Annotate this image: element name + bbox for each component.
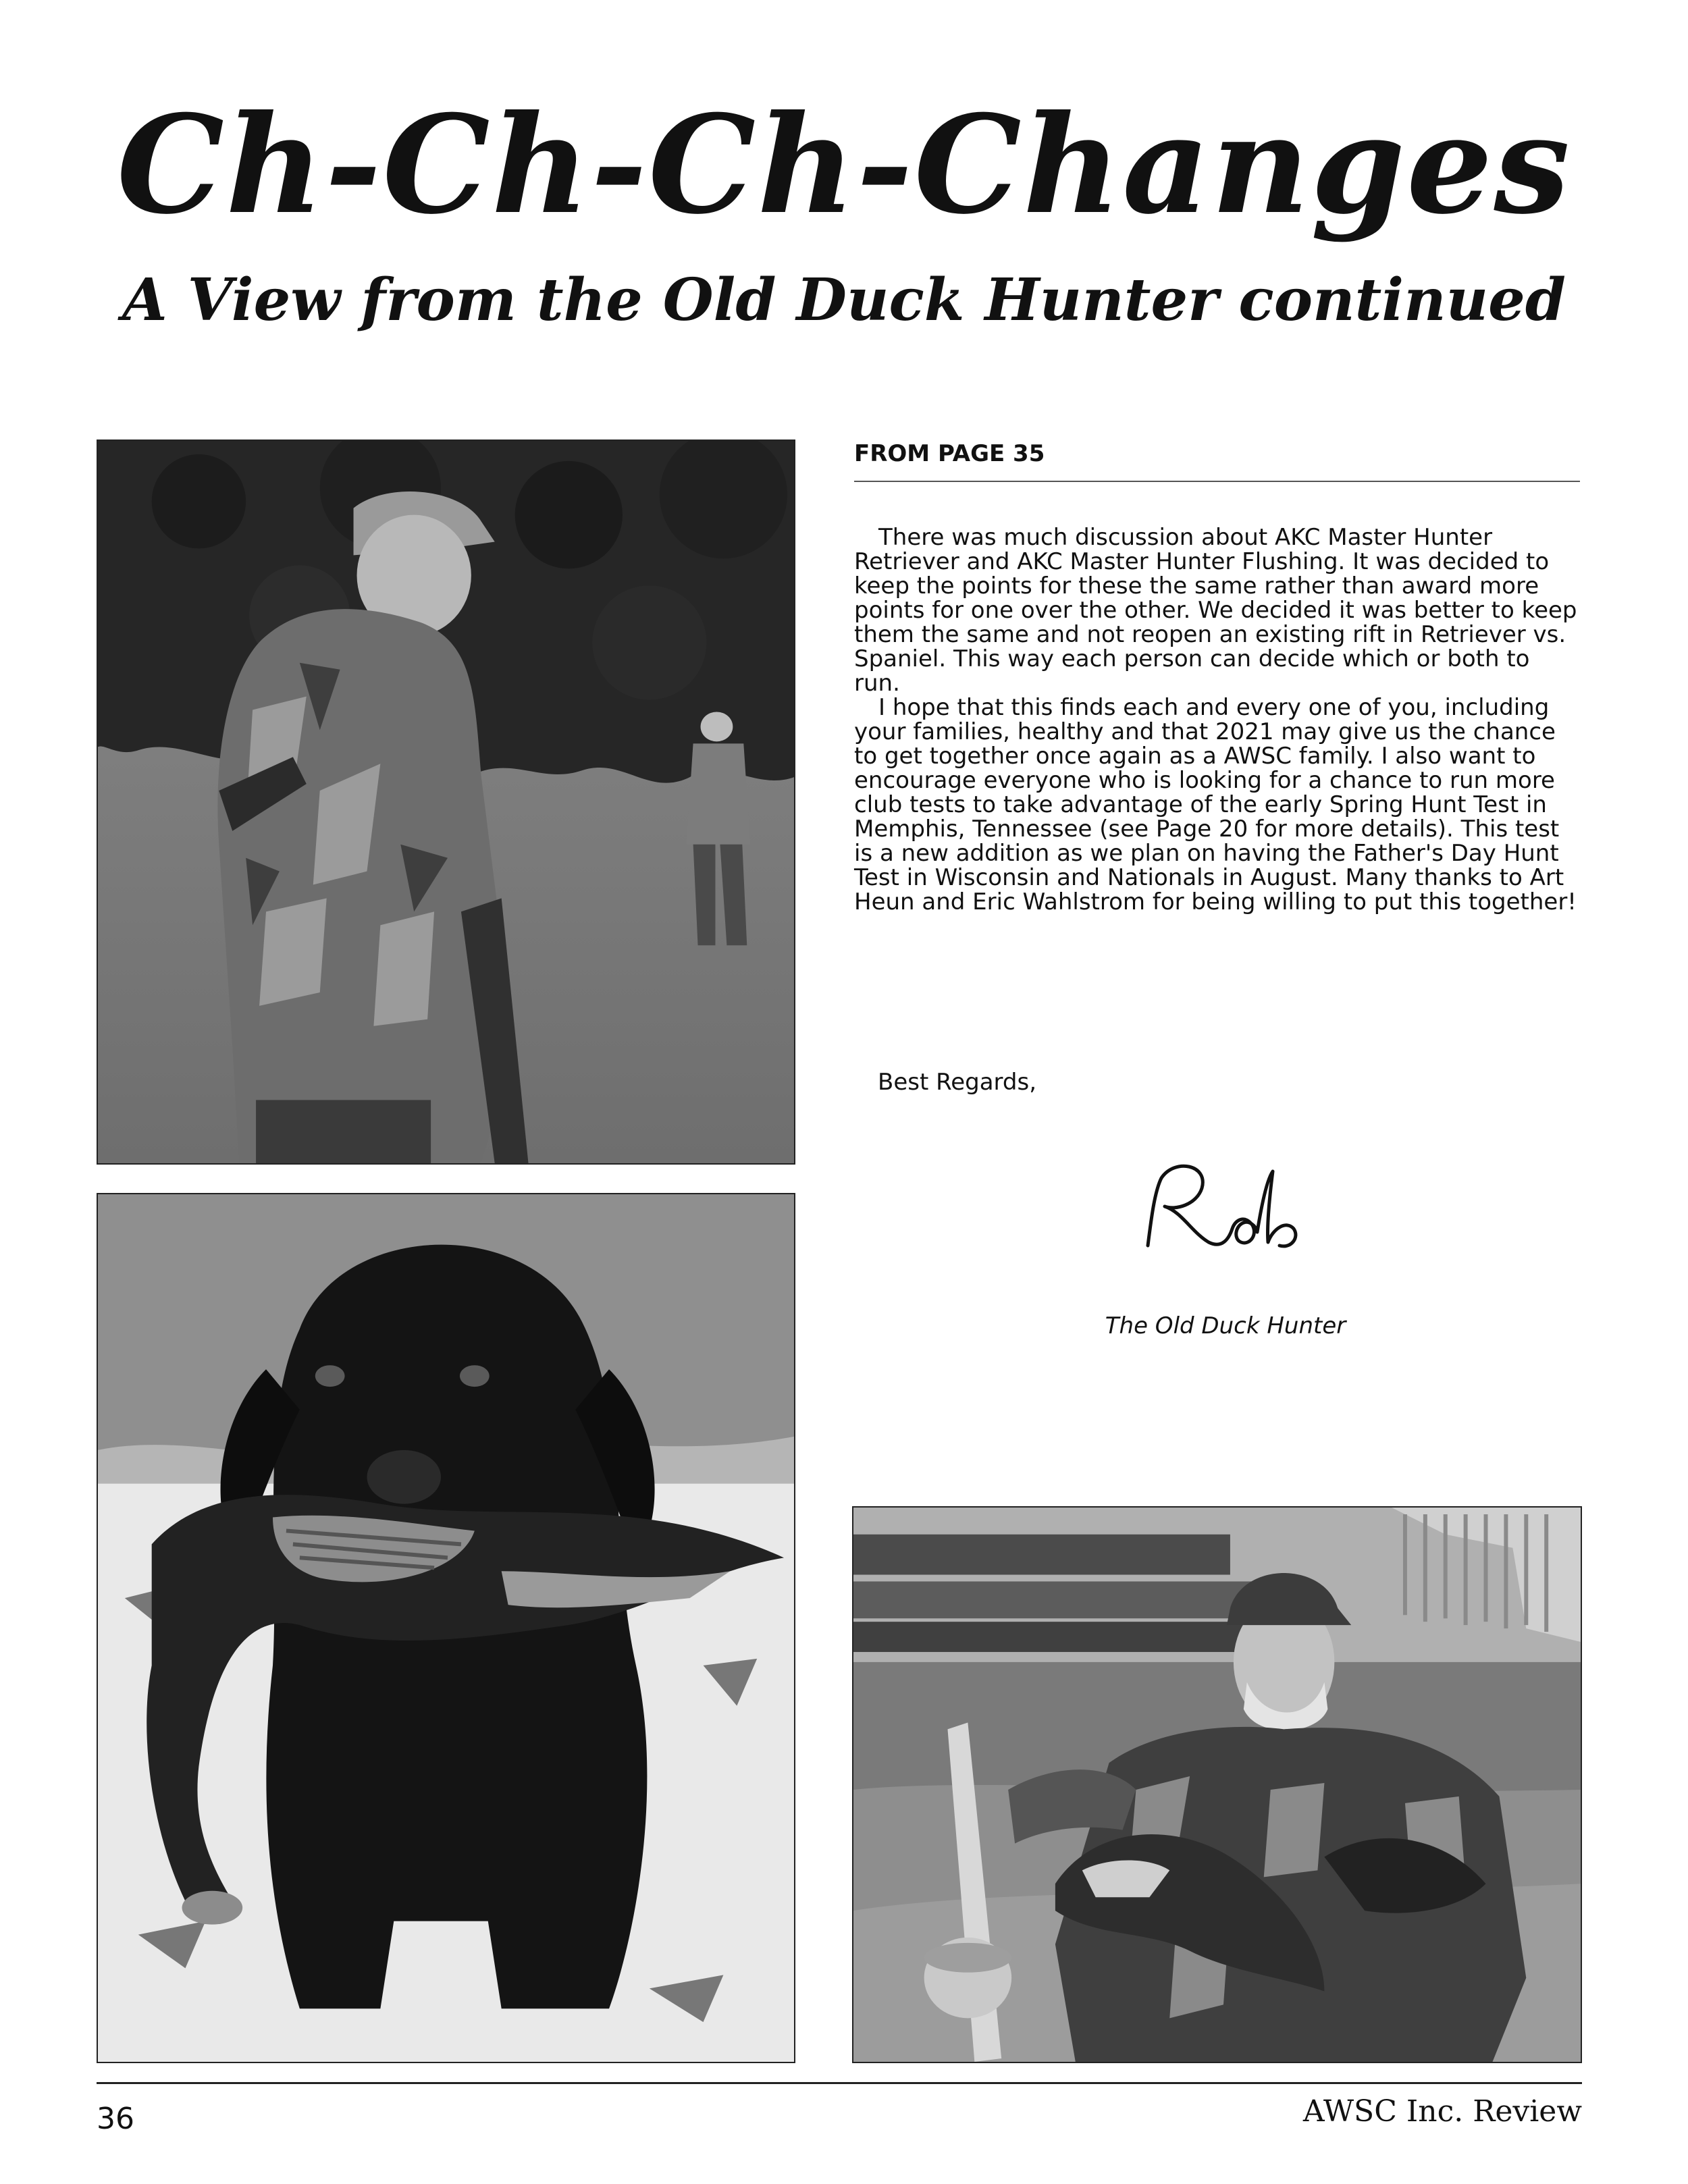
dog-illustration [98, 1194, 794, 2062]
closing-line: Best Regards, [878, 1069, 1037, 1096]
hunters-illustration [98, 441, 794, 1163]
article-title: Ch-Ch-Ch-Changes [116, 86, 1572, 244]
hunters-in-field-photo [97, 440, 795, 1165]
footer-divider [97, 2082, 1582, 2084]
article-body [854, 525, 1580, 914]
publication-name: AWSC Inc. Review [1302, 2094, 1582, 2129]
article-paragraph: There was much discussion about AKC Master Hunter Retriever and AKC Master Hunter Flushing. It was decided to keep the points for these the same rather than award more points for one over the other. We decided it was better to keep them the same and not reopen an existing rift in Retriever vs. Spaniel. This way each person can decide which or both to run. [854, 524, 1577, 697]
continued-from-label: FROM PAGE 35 [854, 440, 1580, 482]
signature-title: The Old Duck Hunter [1105, 1312, 1346, 1339]
man-illustration [853, 1508, 1581, 2062]
article-subtitle: A View from the Old Duck Hunter continued [122, 266, 1566, 334]
signature-rob [1134, 1158, 1303, 1259]
dog-with-duck-photo [97, 1193, 795, 2063]
man-holding-ducks-photo [852, 1506, 1582, 2063]
article-paragraph: I hope that this finds each and every one of you, including your families, healthy and that 2021 may give us the chance to get together once again as a AWSC family. I also want to encourage everyone who is looking for a chance to run more club tests to take advantage of the early Spring Hunt Test in Memphis, Tennessee (see Page 20 for more details). This test is a new addition as we plan on having the Father's Day Hunt Test in Wisconsin and Nationals in August. Many thanks to Art Heun and Eric Wahlstrom for being willing to put this together! [854, 694, 1577, 915]
page-number: 36 [97, 2102, 134, 2136]
